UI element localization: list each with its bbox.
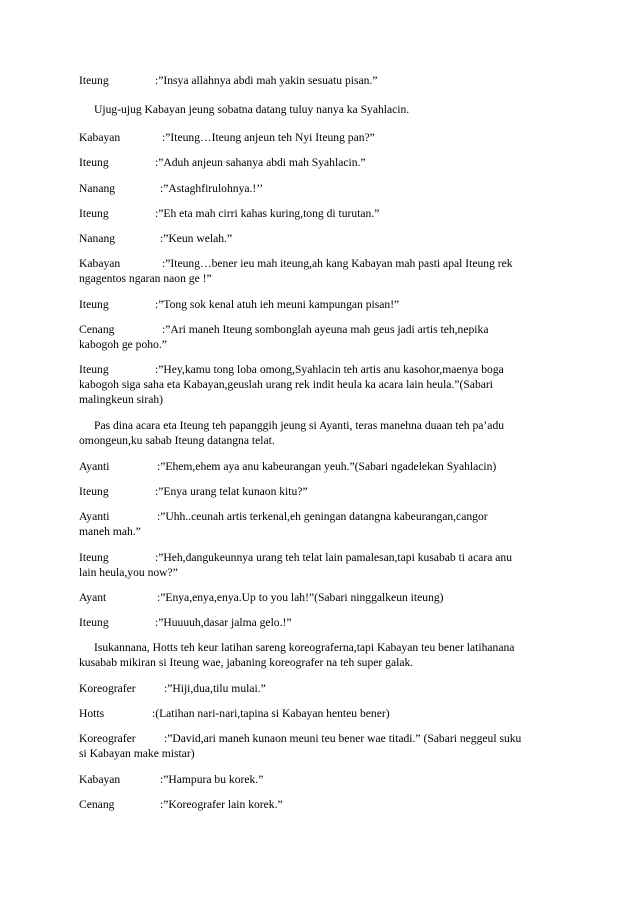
dialogue-text: :”David,ari maneh kunaon meuni teu bener wae titadi.” (Sabari neggeul suku bbox=[164, 732, 522, 745]
dialogue-text: :(Latihan nari-nari,tapina si Kabayan henteu bener) bbox=[152, 707, 390, 720]
speaker-name: Nanang bbox=[79, 182, 116, 195]
narration-text-continued: kusabab mikiran si Iteung wae, jabaning koreografer na teh super galak. bbox=[79, 656, 414, 669]
dialogue-text-continued: lain heula,you now?” bbox=[79, 566, 178, 579]
speaker-name: Iteung bbox=[79, 485, 109, 498]
narration-text: Isukannana, Hotts teh keur latihan sareng koreograferna,tapi Kabayan teu bener latihanana bbox=[94, 641, 515, 654]
dialogue-text: :”Iteung…Iteung anjeun teh Nyi Iteung pan?” bbox=[162, 131, 375, 144]
narration-text: Ujug-ujug Kabayan jeung sobatna datang tuluy nanya ka Syahlacin. bbox=[94, 103, 410, 116]
dialogue-text: :”Enya urang telat kunaon kitu?” bbox=[155, 485, 308, 498]
dialogue-text: :”Insya allahnya abdi mah yakin sesuatu pisan.” bbox=[155, 74, 378, 87]
speaker-name: Iteung bbox=[79, 616, 109, 629]
dialogue-text-continued: malingkeun sirah) bbox=[79, 393, 164, 406]
speaker-name: Iteung bbox=[79, 207, 109, 220]
speaker-name: Kabayan bbox=[79, 131, 121, 144]
dialogue-text-continued: maneh mah.” bbox=[79, 525, 141, 538]
speaker-name: Kabayan bbox=[79, 257, 121, 270]
dialogue-text: :”Eh eta mah cirri kahas kuring,tong di turutan.” bbox=[155, 207, 380, 220]
speaker-name: Iteung bbox=[79, 363, 109, 376]
speaker-name: Koreografer bbox=[79, 682, 136, 695]
speaker-name: Ayanti bbox=[79, 510, 110, 523]
speaker-name: Hotts bbox=[79, 707, 105, 720]
dialogue-text: :”Keun welah.” bbox=[160, 232, 233, 245]
speaker-name: Cenang bbox=[79, 798, 115, 811]
dialogue-text-continued: kabogoh ge poho.” bbox=[79, 338, 167, 351]
dialogue-text: :”Enya,enya,enya.Up to you lah!”(Sabari ninggalkeun iteung) bbox=[157, 591, 444, 604]
dialogue-text: :”Uhh..ceunah artis terkenal,eh geningan datangna kabeurangan,cangor bbox=[157, 510, 488, 523]
dialogue-text: :”Iteung…bener ieu mah iteung,ah kang Kabayan mah pasti apal Iteung rek bbox=[162, 257, 513, 270]
narration-text: Pas dina acara eta Iteung teh papanggih jeung si Ayanti, teras manehna duaan teh pa’adu bbox=[94, 419, 505, 432]
dialogue-text: :”Hiji,dua,tilu mulai.” bbox=[164, 682, 266, 695]
dialogue-text-continued: ngagentos ngaran naon ge !” bbox=[79, 272, 212, 285]
speaker-name: Iteung bbox=[79, 156, 109, 169]
dialogue-text-continued: si Kabayan make mistar) bbox=[79, 747, 195, 760]
dialogue-text: :”Koreografer lain korek.” bbox=[160, 798, 283, 811]
narration-text-continued: omongeun,ku sabab Iteung datangna telat. bbox=[79, 434, 275, 447]
speaker-name: Kabayan bbox=[79, 773, 121, 786]
dialogue-text: :”Heh,dangukeunnya urang teh telat lain pamalesan,tapi kusabab ti acara anu bbox=[155, 551, 513, 564]
speaker-name: Nanang bbox=[79, 232, 116, 245]
speaker-name: Ayant bbox=[79, 591, 107, 604]
speaker-name: Iteung bbox=[79, 298, 109, 311]
speaker-name: Koreografer bbox=[79, 732, 136, 745]
speaker-name: Ayanti bbox=[79, 460, 110, 473]
dialogue-text: :”Hampura bu korek.” bbox=[160, 773, 264, 786]
speaker-name: Iteung bbox=[79, 74, 109, 87]
dialogue-text: :”Astaghfirulohnya.!’’ bbox=[160, 182, 264, 195]
dialogue-text-continued: kabogoh siga saha eta Kabayan,geuslah urang rek indit heula ka acara lain heula.”(Sabari bbox=[79, 378, 493, 391]
dialogue-text: :”Tong sok kenal atuh ieh meuni kampungan pisan!” bbox=[155, 298, 400, 311]
dialogue-text: :”Hey,kamu tong loba omong,Syahlacin teh artis anu kasohor,maenya boga bbox=[155, 363, 504, 376]
dialogue-text: :”Ari maneh Iteung sombonglah ayeuna mah geus jadi artis teh,nepika bbox=[162, 323, 489, 336]
dialogue-text: :”Aduh anjeun sahanya abdi mah Syahlacin.” bbox=[155, 156, 366, 169]
dialogue-text: :”Ehem,ehem aya anu kabeurangan yeuh.”(Sabari ngadelekan Syahlacin) bbox=[157, 460, 497, 473]
speaker-name: Cenang bbox=[79, 323, 115, 336]
dialogue-text: :”Huuuuh,dasar jalma gelo.!” bbox=[155, 616, 292, 629]
speaker-name: Iteung bbox=[79, 551, 109, 564]
